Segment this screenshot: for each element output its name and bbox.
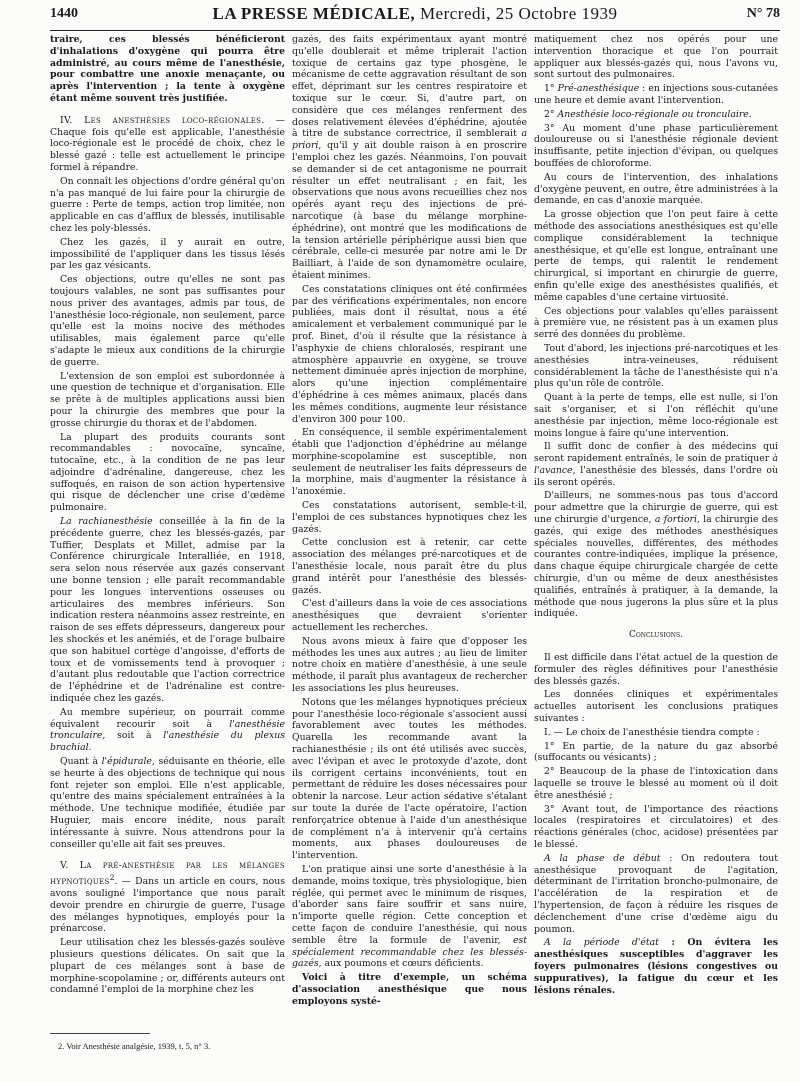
paragraph: Il suffit donc de confier à des médecins qui seront rapidement entraînés, le soin de pratiquer à l'avance, l'anesthésie des blessés, dans l'ordre où ils seront opérés. bbox=[534, 441, 778, 488]
paragraph: Leur utilisation chez les blessés-gazés soulève plusieurs questions délicates. On sait que la plupart de ces mélanges sont à base de morphine-scopolamine ; or, différents auteurs ont condamné l'emploi de la morphine chez les bbox=[50, 937, 285, 996]
paragraph: Il est difficile dans l'état actuel de la question de formuler des règles définitives pour l'anesthésie des blessés gazés. bbox=[534, 652, 778, 687]
paragraph: Quant à la perte de temps, elle est nulle, si l'on sait s'organiser, et si l'on réfléchit qu'une anesthésie par injection, même loco-régionale est moins longue à faire qu'une intervention. bbox=[534, 392, 778, 439]
paragraph: Au cours de l'intervention, des inhalations d'oxygène peuvent, en outre, être administrées à la demande, en cas d'anoxie marquée. bbox=[534, 171, 778, 207]
section-heading: V. La pré-anesthésie par les mélanges hypnotiques bbox=[50, 860, 285, 888]
list-item: 1° En partie, de la nature du gaz absorbé (suffocants ou vésicants) ; bbox=[534, 740, 778, 764]
paragraph: D'ailleurs, ne sommes-nous pas tous d'accord pour admettre que la chirurgie de guerre, qui est une chirurgie d'urgence, a fortiori, la chirurgie des gazés, qui exige des méthodes anesthésiques spéciales nouvelles, différentes, des méthodes courantes contre-indiquées, implique la présence, dans chaque équipe chirurgicale chargée de cette chirurgie, d'un ou même de deux anesthésistes qualifiés, entraînés à pratiquer, à la demande, la méthode que nous jugerons la plus sûre et la plus indiquée. bbox=[534, 490, 778, 620]
paragraph: Tout d'abord, les injections pré-narcotiques et les anesthésies intra-veineuses, réduisent considérablement la tâche de l'anesthésiste qui n'a plus qu'un rôle de contrôle. bbox=[534, 342, 778, 390]
list-item: 3° Au moment d'une phase particulièrement douloureuse ou si l'anesthésie régionale devient insuffisante, petite injection d'évipan, ou quelques bouffées de chloroforme. bbox=[534, 122, 778, 169]
paragraph: Quant à l'épidurale, séduisante en théorie, elle se heurte à des objections de technique qui nous font rejeter son emploi. Elle n'est applicable, qu'entre des mains spécialement entraînées à la méthode. Une technique modifiée, étudiée par Huguier, mais encore inédite, nous paraît intéressante à suivre. Nous attendrons pour la conseiller qu'elle ait fait ses preuves. bbox=[50, 756, 285, 850]
section-v: V. La pré-anesthésie par les mélanges hypnotiques$^2$. — Dans un article en cours, nous avons souligné l'importance que nous paraît devoir prendre en chirurgie de guerre, l'usage des mélanges hypnotiques, employés pour la prénarcose. bbox=[50, 860, 285, 935]
list-item: 3° Avant tout, de l'importance des réactions locales (respiratoires et circulatoires) et des réactions générales (choc, acidose) présentées par le blessé. bbox=[534, 803, 778, 850]
paragraph: Voici à titre d'exemple, un schéma d'association anesthésique que nous employons systé- bbox=[292, 972, 527, 1007]
paragraph: La rachianesthésie conseillée à la fin de la précédente guerre, chez les blessés-gazés, par Tuffier, Desplats et Millet, admise par la Conférence chirurgicale Interalliée, en 1918, sera selon nous réservée aux gazés conservant une bonne tension ; elle paraît recommandable pour les longues interventions osseuses ou articulaires des membres inférieurs. Son indication restera néanmoins assez restreinte, en raison de ses effets dépresseurs, dangereux pour les shockés et les anémiés, et de l'orage bulbaire que son habituel cortège d'angoisse, d'efforts de toux et de vomissements tend à provoquer ; d'autant plus redoutable que l'action correctrice de l'éphédrine et de l'adrénaline est contre-indiquée chez les gazés. bbox=[50, 516, 285, 705]
paragraph: On connaît les objections d'ordre général qu'on n'a pas manqué de lui faire pour la chirurgie de guerre : Perte de temps, action trop limitée, non applicable en cas d'afflux de blessés, inutilisable chez les poly-blessés. bbox=[50, 175, 285, 234]
paragraph: gazés, des faits expérimentaux ayant montré qu'elle doublerait et même triplerait l'action toxique de certains gaz type phosgène, le mécanisme de cette aggravation résultant de son effet, déprimant sur les centres respiratoire et toxique sur le cœur. Si, d'autre part, on considère que ces mélanges renferment des doses relativement élevées d'éphédrine, ajoutée à titre de substance correctrice, il semblerait a priori, qu'il y ait double raison à en proscrire l'emploi chez les gazés. Néanmoins, l'on pouvait se demander si de cet antagonisme ne pourrait résulter un effet neutralisant ; en fait, les observations que nous avons recueillies chez nos opérés ayant reçu des injections de pré-narcotique (à base du mélange morphine-éphédrine), ont montré que les modifications de la tension artérielle périphérique aussi bien que cérébrale, celle-ci mesurée par notre ami le Dr Bailliart, à l'aide de son dynamomètre oculaire, étaient minimes. bbox=[292, 34, 527, 281]
paragraph: Les données cliniques et expérimentales actuelles autorisent les conclusions pratiques suivantes : bbox=[534, 689, 778, 725]
paragraph: matiquement chez nos opérés pour une intervention thoracique et que l'on pourrait appliquer aux blessés-gazés qui, nous l'avons vu, sont surtout des pulmonaires. bbox=[534, 34, 778, 81]
section-heading: IV. Les anesthésies loco-régionales. bbox=[60, 114, 265, 126]
issue-number: N° 78 bbox=[746, 6, 780, 21]
list-item: I. — Le choix de l'anesthésie tiendra compte : bbox=[544, 726, 760, 738]
paragraph: Notons que les mélanges hypnotiques précieux pour l'anesthésie loco-régionale s'associent aussi favorablement avec toutes les méthodes. Quarella les recommande avant la rachianesthésie ; ils ont été utilisés avec succès, avec l'évipan et avec le protoxyde d'azote, dont ils corrigent certains inconvénients, tout en permettant de réduire les doses nécessaires pour obtenir la narcose. Leur action sédative s'étalant sur toute la durée de l'acte opératoire, l'action renforçatrice obtenue à l'aide d'un anesthésique de complément n'a à intervenir qu'à certains moments, aux phases douloureuses de l'intervention. bbox=[292, 696, 527, 862]
paragraph: A la phase de début : On redoutera tout anesthésique provoquant de l'agitation, déterminant de l'irritation broncho-pulmonaire, de l'accélération de la respiration et de l'hypertension, de façon à réduire les risques de déclenchement d'une crise d'œdème aigu du poumon. bbox=[534, 852, 778, 935]
column-3 bbox=[534, 34, 778, 1070]
journal-title bbox=[50, 4, 780, 24]
paragraph: La grosse objection que l'on peut faire à cette méthode des associations anesthésiques est qu'elle complique considérablement la technique anesthésique, et qu'elle est longue, entraînant une perte de temps, qui ralentit le rendement chirurgical, si important en chirurgie de guerre, enfin qu'elle exige des anesthésistes qualifiés, et même capables d'une certaine virtuosité. bbox=[534, 209, 778, 303]
paragraph: A la période d'état : On évitera les anesthésiques susceptibles d'aggraver les foyers pulmonaires (lésions congestives ou suppuratives), la fatigue du cœur et les lésions rénales. bbox=[534, 937, 778, 996]
paragraph: Au membre supérieur, on pourrait comme équivalent recourir soit à l'anesthésie tronculaire, soit à l'anesthésie du plexus brachial. bbox=[50, 706, 285, 754]
paragraph: Ces constatations autorisent, semble-t-il, l'emploi de ces substances hypnotiques chez les gazés. bbox=[292, 500, 527, 535]
footnote: 2. Voir Anesthésie analgésie, 1939, t. 5, n° 3. bbox=[58, 1041, 211, 1051]
list-item: 1° Pré-anesthésique : en injections sous-cutanées une heure et demie avant l'intervention. bbox=[534, 83, 778, 106]
paragraph: Ces constatations cliniques ont été confirmées par des vérifications expérimentales, non encore publiées, mais dont il résultat, nous a été amicalement et verbalement communiqué par le prof. Binet, d'où il résulte que la résistance à l'asphyxie de chiens chloralosés, respirant une atmosphère appauvrie en oxygène, se trouve nettement diminuée après injection de morphine, alors qu'une injection complémentaire d'éphédrine à ces mêmes animaux, placés dans les mêmes conditions, augmente leur résistance d'environ 300 pour 100. bbox=[292, 283, 527, 425]
journal-name: LA PRESSE MÉDICALE, bbox=[212, 4, 416, 23]
paragraph: Nous avons mieux à faire que d'opposer les méthodes les unes aux autres ; au lieu de limiter notre choix en matière d'anesthésie, à une seule méthode, il paraît plus avantageux de rechercher les associations les plus heureuses. bbox=[292, 635, 527, 695]
paragraph: traire, ces blessés bénéficieront d'inhalations d'oxygène qui pourra être administré, au cours même de l'anesthésie, pour combattre une anoxie menaçante, ou après l'intervention ; la tente à oxygène étant même souvent très justifiée. bbox=[50, 34, 285, 104]
conclusions-heading: Conclusions. bbox=[629, 630, 683, 641]
paragraph: Ces objections pour valables qu'elles paraissent à première vue, ne résistent pas à un examen plus serré des données du problème. bbox=[534, 305, 778, 341]
paragraph: La plupart des produits courants sont recommandables : novocaïne, syncaïne, tutocaïne, etc., à la condition de ne pas leur adjoindre d'adrénaline, dangereuse, chez les suffoqués, en raison de son action hypertensive qui risque de déclencher une crise d'œdème pulmonaire. bbox=[50, 431, 285, 514]
list-item: 2° Anesthésie loco-régionale ou tronculaire. bbox=[544, 108, 752, 120]
column-2 bbox=[292, 34, 527, 1070]
page-header bbox=[50, 4, 780, 31]
footnote-divider bbox=[50, 1033, 150, 1034]
issue-date: Mercredi, 25 Octobre 1939 bbox=[419, 4, 618, 23]
column-1 bbox=[50, 34, 285, 1070]
paragraph: L'extension de son emploi est subordonnée à une question de technique et d'organisation. Elle se prête à de multiples applications aussi bien pour la chirurgie des membres que pour la grosse chirurgie du thorax et de l'abdomen. bbox=[50, 370, 285, 429]
paragraph: C'est d'ailleurs dans la voie de ces associations anesthésiques que devraient s'orienter actuellement les recherches. bbox=[292, 598, 527, 634]
paragraph: Ces objections, outre qu'elles ne sont pas toujours valables, ne sont pas suffisantes pour nous priver des avantages, admis par tous, de l'anesthésie loco-régionale, non seulement, parce qu'elle est la moins nocive des méthodes utilisables, mais également parce qu'elle s'adapte le mieux aux conditions de la chirurgie de guerre. bbox=[50, 274, 285, 368]
paragraph: Chez les gazés, il y aurait en outre, impossibilité de l'appliquer dans les tissus lésés par les gaz vésicants. bbox=[50, 236, 285, 272]
section-iv: IV. Les anesthésies loco-régionales. — Chaque fois qu'elle est applicable, l'anesthésie loco-régionale est le procédé de choix, chez le blessé gazé : telle est actuellement le principe formel à répandre. bbox=[50, 114, 285, 173]
page-number: 1440 bbox=[50, 6, 78, 21]
paragraph: En conséquence, il semble expérimentalement établi que l'adjonction d'éphédrine au mélange morphine-scopolamine est susceptible, non seulement de neutraliser les faits dépresseurs de la morphine, mais d'augmenter la résistance à l'anoxémie. bbox=[292, 427, 527, 498]
paragraph: L'on pratique ainsi une sorte d'anesthésie à la demande, moins toxique, très physiologique, bien réglée, qui permet avec le minimum de risques, d'aborder sans faire souffrir et sans nuire, n'importe quelle région. Cette conception et cette façon de conduire l'anesthésie, qui nous semble être la formule de l'avenir, est spécialement recommandable chez les blessés-gazés, aux poumons et cœurs déficients. bbox=[292, 863, 527, 970]
list-item: 2° Beaucoup de la phase de l'intoxication dans laquelle se trouve le blessé au moment où il doit être anesthésié ; bbox=[534, 766, 778, 801]
paragraph: Cette conclusion est à retenir, car cette association des mélanges pré-narcotiques et de l'anesthésie locale, nous paraît être du plus grand intérêt pour l'anesthésie des blessés-gazés. bbox=[292, 537, 527, 596]
